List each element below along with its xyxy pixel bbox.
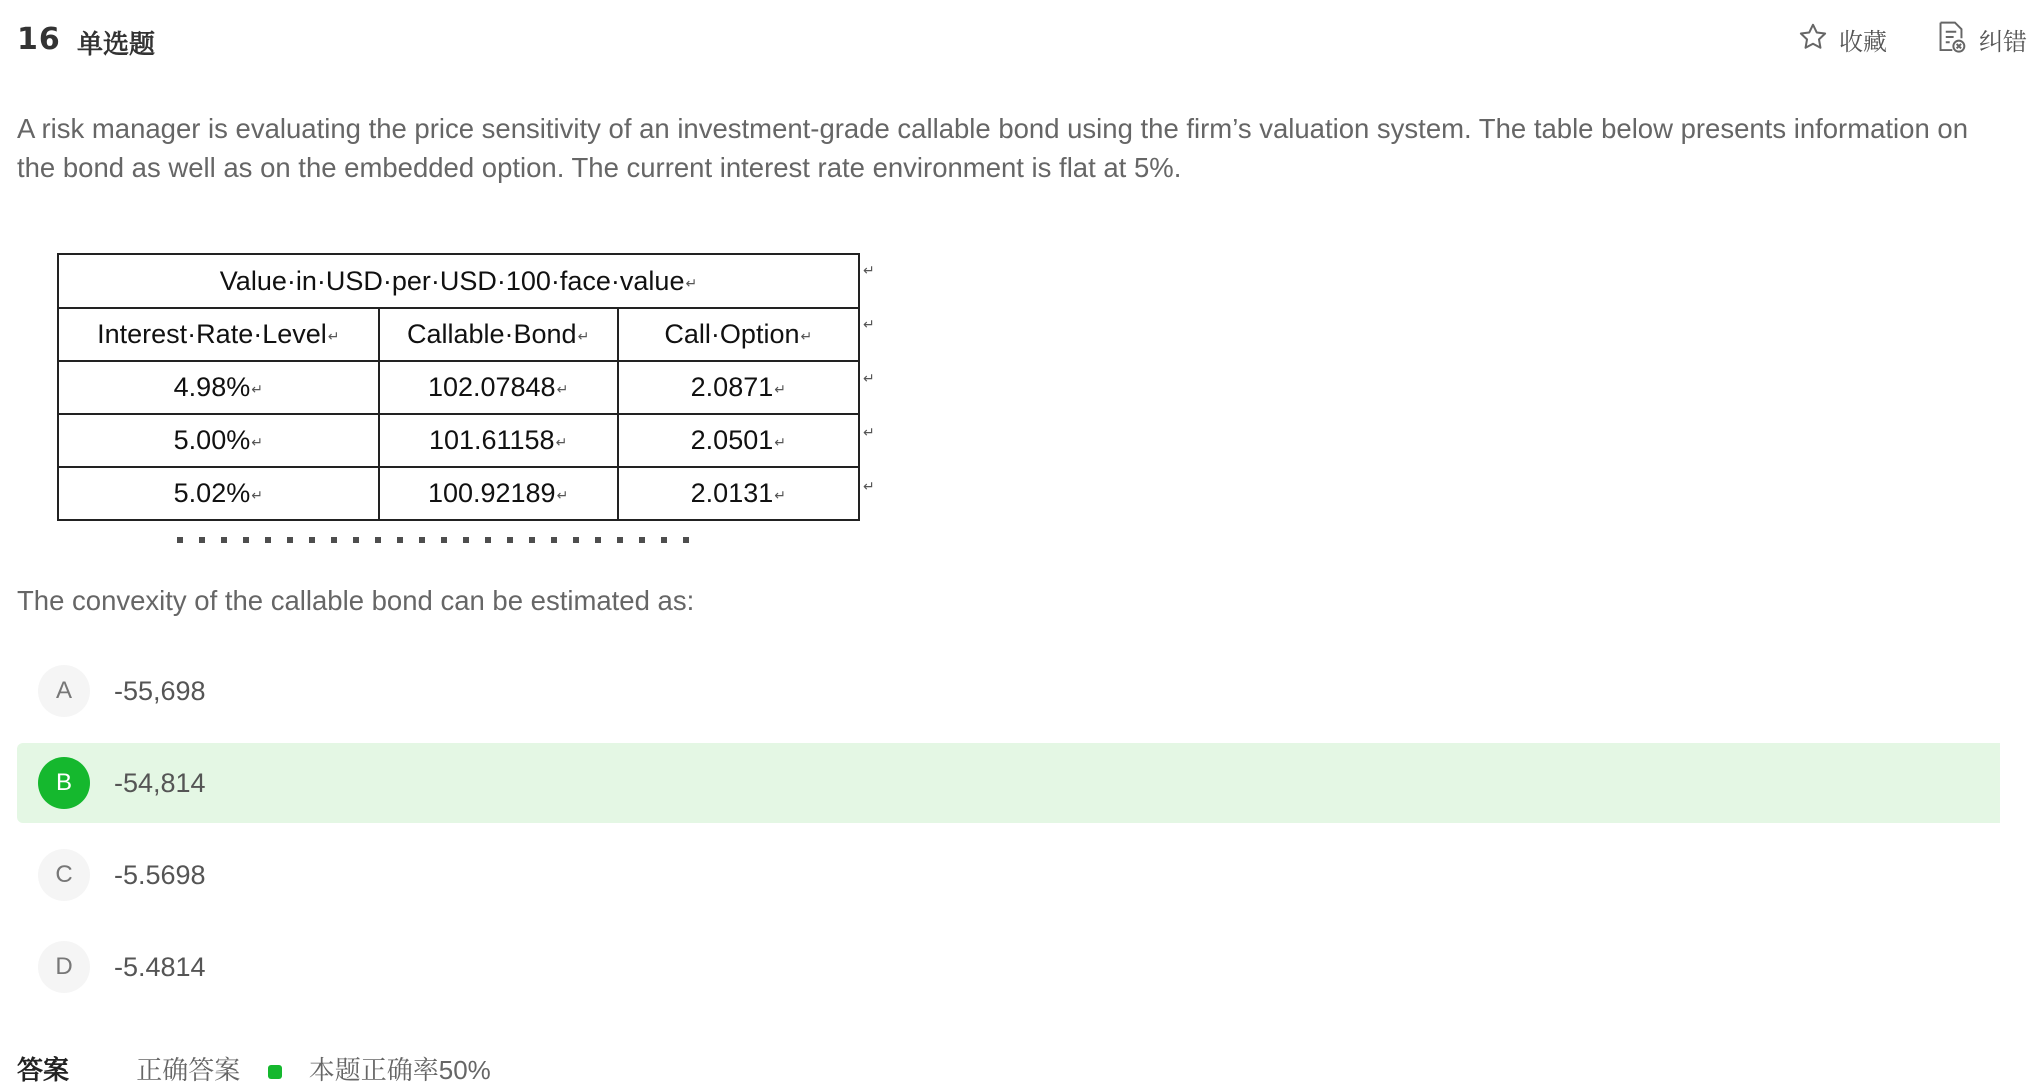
value-table [57,253,860,521]
header-call-option: Call·Option [664,319,800,349]
question-header [17,22,2027,62]
correct-rate-text: 本题正确率50% [308,1055,491,1085]
favorite-label: 收藏 [1839,27,1887,56]
paragraph-mark: ↵ [685,274,698,291]
cell-rate: 5.02% [173,478,251,508]
table-cell [58,361,379,414]
table-header-cell [379,308,618,361]
cell-callable-bond: 100.92189 [427,478,556,508]
table-header-cell [58,308,379,361]
question-stem: A risk manager is evaluating the price sensitivity of an investment-grade callable bond using the firm’s valuation system. The table below presents information on the bond as well as on the embedded option. The current interest rate environment is flat at 5%. [17,113,1968,183]
paragraph-mark: ↵ [556,381,569,397]
table-cell [379,467,618,520]
option-c[interactable] [17,835,2000,915]
option-text: -54,814 [114,767,206,798]
table-row [58,467,859,520]
table-cell [379,361,618,414]
star-icon [1797,21,1829,57]
favorite-button[interactable] [1797,22,1887,56]
table-title-row [58,254,859,308]
row-end-mark: ↵ [863,479,875,495]
table-cell [58,414,379,467]
table-cell [58,467,379,520]
cell-callable-bond: 102.07848 [427,372,556,402]
paragraph-mark: ↵ [251,487,263,503]
paragraph-mark: ↵ [774,487,786,503]
table-row [58,361,859,414]
paragraph-mark: ↵ [251,434,263,450]
option-text: -55,698 [114,675,206,706]
option-letter: D [38,941,90,993]
header-callable-bond: Callable·Bond [406,319,577,349]
header-interest-rate-level: Interest·Rate·Level [97,319,327,349]
value-table-image [57,253,881,543]
cell-callable-bond: 101.61158 [428,425,555,455]
option-letter: C [38,849,90,901]
correct-answer-text: 正确答案 [136,1055,241,1085]
paragraph-mark: ↵ [774,381,786,397]
paragraph-mark: ↵ [774,434,786,450]
document-error-icon [1935,20,1967,58]
paragraph-mark: ↵ [251,381,263,397]
table-title-cell [58,254,859,308]
option-text: -5.5698 [114,859,206,890]
row-end-mark: ↵ [863,371,875,387]
table-cell [618,414,859,467]
option-letter: A [38,665,90,717]
table-title: Value·in·USD·per·USD·100·face·value [219,265,685,296]
question-number: 16 [17,22,61,57]
paragraph-mark: ↵ [555,434,568,450]
table-cell [618,467,859,520]
table-cell [618,361,859,414]
paragraph-mark: ↵ [556,487,569,503]
report-error-button[interactable] [1935,22,2027,56]
row-end-mark: ↵ [863,263,875,279]
option-b[interactable] [17,743,2000,823]
paragraph-mark: ↵ [800,328,813,344]
correct-answer-badge [268,1065,282,1079]
question-prompt: The convexity of the callable bond can be estimated as: [17,585,695,616]
report-label: 纠错 [1979,27,2027,56]
table-header-row [58,308,859,361]
row-end-mark: ↵ [863,425,875,441]
option-d[interactable] [17,927,2000,1007]
answer-label: 答案 [17,1055,70,1085]
cell-rate: 4.98% [173,372,251,402]
table-row [58,414,859,467]
option-text: -5.4814 [114,951,206,982]
option-letter: B [38,757,90,809]
answer-row [17,1050,491,1085]
cell-call-option: 2.0131 [690,478,774,508]
question-type: 单选题 [77,30,156,60]
table-header-cell [618,308,859,361]
option-a[interactable] [17,651,2000,731]
paragraph-mark: ↵ [327,328,340,344]
cell-call-option: 2.0871 [690,372,774,402]
cell-call-option: 2.0501 [690,425,774,455]
cropped-text-fragment [177,537,697,543]
paragraph-mark: ↵ [577,328,590,344]
table-cell [379,414,618,467]
row-end-mark: ↵ [863,317,875,333]
cell-rate: 5.00% [173,425,251,455]
